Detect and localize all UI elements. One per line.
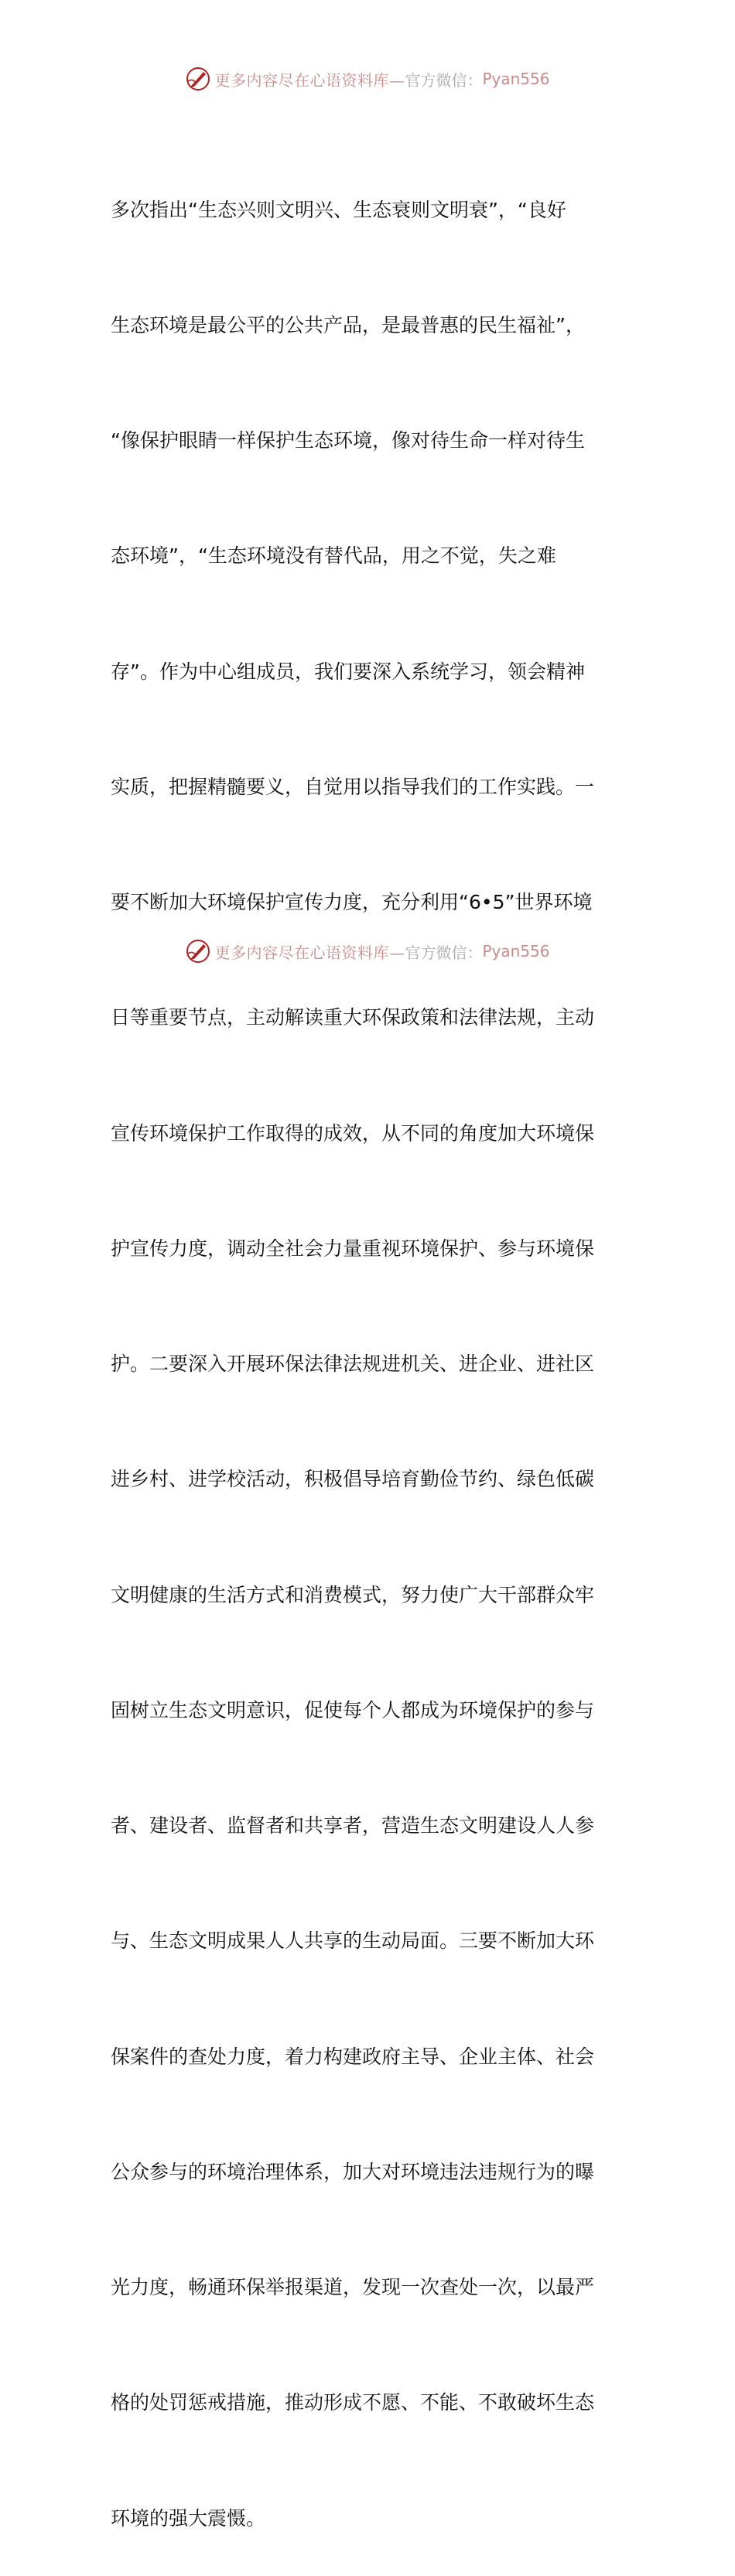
body-line: 态环境”，“生态环境没有替代品，用之不觉，失之难 xyxy=(111,544,556,568)
body-line: 要不断加大环境保护宣传力度，充分利用“6•5”世界环境 xyxy=(111,891,593,913)
body-paragraph xyxy=(111,114,624,2576)
header-contact-label: 官方微信： xyxy=(405,70,483,90)
pen-logo-icon xyxy=(185,66,211,92)
body-line: 与、生态文明成果人人共享的生动局面。三要不断加大环 xyxy=(111,1929,595,1953)
body-line: 环境的强大震慑。 xyxy=(111,2506,266,2530)
body-line: 进乡村、进学校活动，积极倡导培育勤俭节约、绿色低碳 xyxy=(111,1468,595,1491)
body-line: 多次指出“生态兴则文明兴、生态衰则文明衰”，“良好 xyxy=(111,198,566,221)
body-line: 日等重要节点，主动解读重大环保政策和法律法规，主动 xyxy=(111,1006,595,1029)
body-line: “像保护眼睛一样保护生态环境，像对待生命一样对待生 xyxy=(111,429,585,452)
body-line: 存”。作为中心组成员，我们要深入系统学习，领会精神 xyxy=(111,660,585,683)
footer-contact-handle: Pyan556 xyxy=(482,942,550,960)
body-line: 者、建设者、监督者和共享者，营造生态文明建设人人参 xyxy=(111,1814,595,1837)
body-line: 格的处罚惩戒措施，推动形成不愿、不能、不敢破坏生态 xyxy=(111,2391,595,2414)
body-line: 公众参与的环境治理体系，加大对环境违法违规行为的曝 xyxy=(111,2160,595,2183)
body-line: 实质，把握精髓要义，自觉用以指导我们的工作实践。一 xyxy=(111,775,595,798)
body-line: 生态环境是最公平的公共产品，是最普惠的民生福祉”， xyxy=(111,313,585,336)
header-banner xyxy=(0,63,735,94)
body-line: 保案件的查处力度，着力构建政府主导、企业主体、社会 xyxy=(111,2045,595,2068)
body-line: 护宣传力度，调动全社会力量重视环境保护、参与环境保 xyxy=(111,1237,595,1260)
footer-promo-text: 更多内容尽在心语资料库— xyxy=(214,943,405,962)
body-line: 护。二要深入开展环保法律法规进机关、进企业、进社区 xyxy=(111,1353,595,1375)
pen-logo-icon xyxy=(185,938,211,964)
header-contact-handle: Pyan556 xyxy=(482,70,550,88)
body-line: 宣传环境保护工作取得的成效，从不同的角度加大环境保 xyxy=(111,1121,595,1145)
body-line: 固树立生态文明意识，促使每个人都成为环境保护的参与 xyxy=(111,1698,595,1721)
body-line: 光力度，畅通环保举报渠道，发现一次查处一次，以最严 xyxy=(111,2276,595,2298)
header-promo-text: 更多内容尽在心语资料库— xyxy=(214,70,405,90)
footer-banner xyxy=(0,936,735,967)
body-line: 文明健康的生活方式和消费模式，努力使广大干部群众牢 xyxy=(111,1583,595,1606)
footer-contact-label: 官方微信： xyxy=(405,943,483,962)
